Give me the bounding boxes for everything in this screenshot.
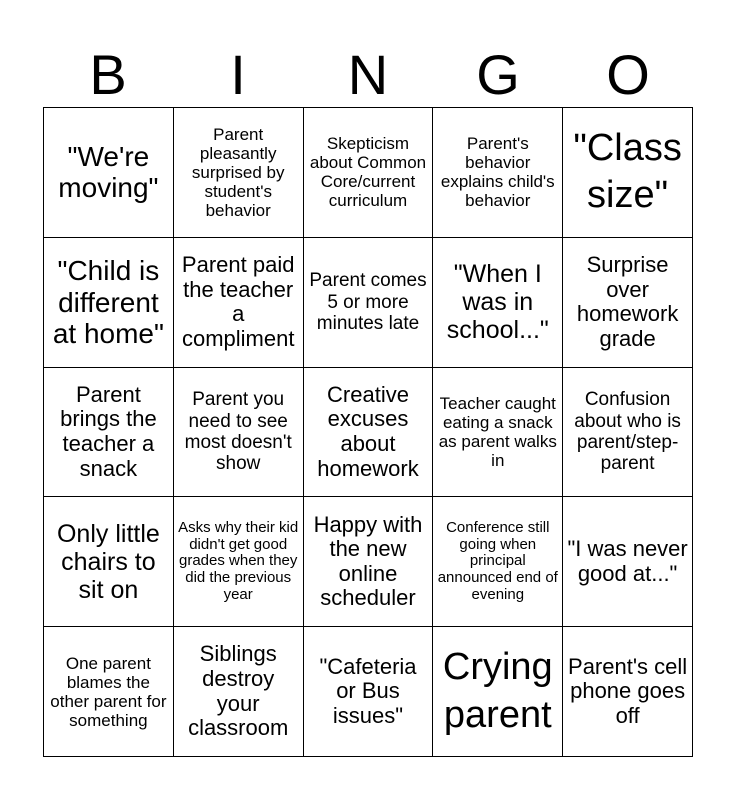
bingo-cell[interactable]: Parent's cell phone goes off (563, 627, 693, 757)
bingo-cell[interactable]: "I was never good at..." (563, 497, 693, 627)
bingo-cell[interactable]: Parent paid the teacher a compliment (174, 238, 304, 368)
header-letter-n: N (347, 43, 389, 106)
bingo-cell[interactable]: One parent blames the other parent for something (44, 627, 174, 757)
bingo-cell[interactable]: Teacher caught eating a snack as parent walks in (433, 368, 563, 498)
bingo-cell[interactable]: Parent brings the teacher a snack (44, 368, 174, 498)
bingo-cell[interactable]: Parent you need to see most doesn't show (174, 368, 304, 498)
bingo-cell[interactable]: "When I was in school..." (433, 238, 563, 368)
bingo-cell[interactable]: Confusion about who is parent/step-parent (563, 368, 693, 498)
header-letter-g: G (476, 43, 520, 106)
bingo-cell[interactable]: Skepticism about Common Core/current curriculum (304, 108, 434, 238)
bingo-cell[interactable]: Crying parent (433, 627, 563, 757)
bingo-grid (43, 107, 693, 757)
bingo-cell[interactable]: Asks why their kid didn't get good grades when they did the previous year (174, 497, 304, 627)
header-letter-i: I (230, 43, 246, 106)
bingo-cell[interactable]: Parent pleasantly surprised by student's behavior (174, 108, 304, 238)
bingo-cell[interactable]: Siblings destroy your classroom (174, 627, 304, 757)
bingo-cell[interactable]: Conference still going when principal announced end of evening (433, 497, 563, 627)
bingo-cell[interactable]: Creative excuses about homework (304, 368, 434, 498)
bingo-cell[interactable]: Only little chairs to sit on (44, 497, 174, 627)
bingo-cell[interactable]: "Class size" (563, 108, 693, 238)
bingo-cell[interactable]: "Child is different at home" (44, 238, 174, 368)
header-letter-b: B (89, 43, 127, 106)
bingo-cell[interactable]: Parent's behavior explains child's behavior (433, 108, 563, 238)
bingo-cell[interactable]: "Cafeteria or Bus issues" (304, 627, 434, 757)
bingo-cell[interactable]: Parent comes 5 or more minutes late (304, 238, 434, 368)
bingo-header (43, 42, 693, 108)
bingo-cell[interactable]: Surprise over homework grade (563, 238, 693, 368)
bingo-cell[interactable]: Happy with the new online scheduler (304, 497, 434, 627)
bingo-cell[interactable]: "We're moving" (44, 108, 174, 238)
header-letter-o: O (606, 43, 650, 106)
